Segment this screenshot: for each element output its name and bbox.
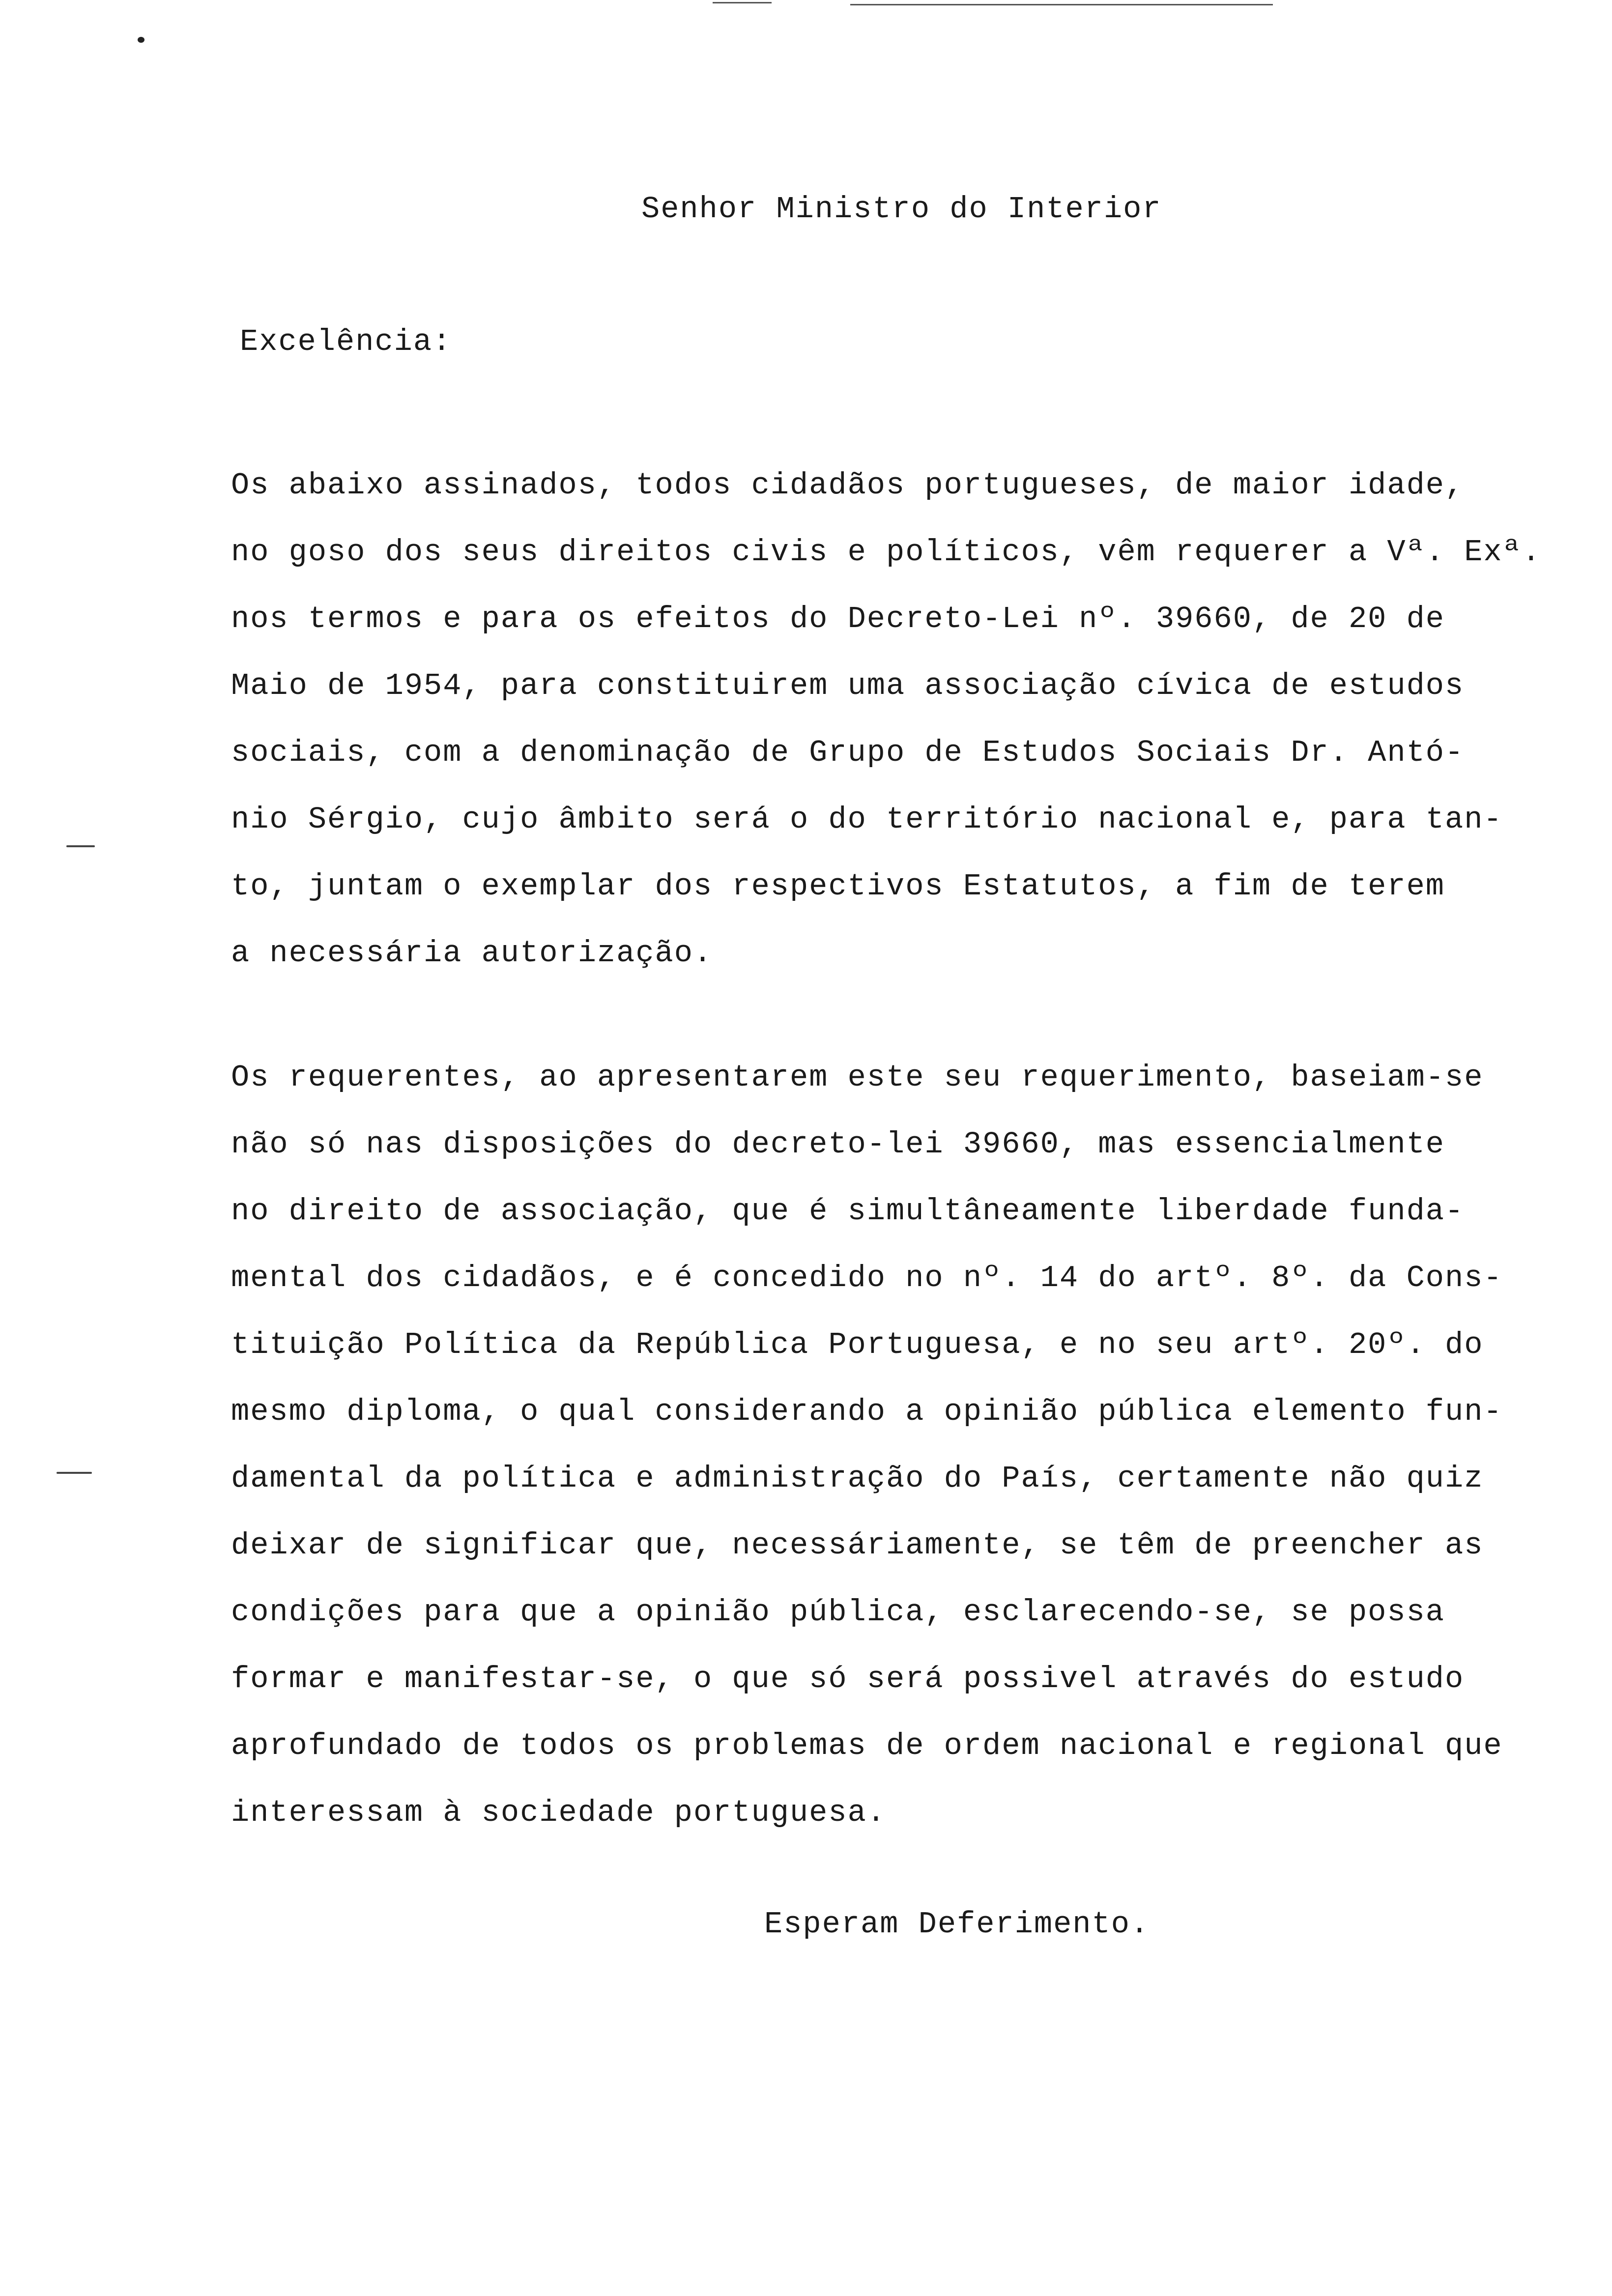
text-line: nos termos e para os efeitos do Decreto-Lei nº. 39660, de 20 de xyxy=(231,602,1445,636)
paragraph-1 xyxy=(231,452,1568,987)
text-line: Os requerentes, ao apresentarem este seu requerimento, baseiam-se xyxy=(231,1060,1484,1095)
text-line: to, juntam o exemplar dos respectivos Estatutos, a fim de terem xyxy=(231,869,1445,904)
text-line: Maio de 1954, para constituirem uma associação cívica de estudos xyxy=(231,668,1465,703)
text-line: deixar de significar que, necessáriamente, se têm de preencher as xyxy=(231,1528,1484,1563)
scan-line-top xyxy=(850,4,1273,5)
margin-tick-1 xyxy=(66,845,95,847)
text-line: formar e manifestar-se, o que só será possivel através do estudo xyxy=(231,1662,1465,1696)
text-line: aprofundado de todos os problemas de ordem nacional e regional que xyxy=(231,1728,1503,1763)
text-line: nio Sérgio, cujo âmbito será o do território nacional e, para tan- xyxy=(231,802,1503,837)
text-line: Os abaixo assinados, todos cidadãos portugueses, de maior idade, xyxy=(231,468,1465,503)
letter-salutation: Excelência: xyxy=(240,324,452,359)
text-line: damental da política e administração do País, certamente não quiz xyxy=(231,1461,1484,1496)
text-line: mental dos cidadãos, e é concedido no nº. 14 do artº. 8º. da Cons- xyxy=(231,1261,1503,1295)
text-line: no goso dos seus direitos civis e políticos, vêm requerer a Vª. Exª. xyxy=(231,535,1542,570)
ink-dot xyxy=(138,37,144,43)
text-line: não só nas disposições do decreto-lei 39660, mas essencialmente xyxy=(231,1127,1445,1162)
margin-tick-2 xyxy=(57,1472,92,1474)
text-line: a necessária autorização. xyxy=(231,936,713,971)
text-line: tituição Política da República Portuguesa, e no seu artº. 20º. do xyxy=(231,1327,1484,1362)
text-line: mesmo diploma, o qual considerando a opinião pública elemento fun- xyxy=(231,1394,1503,1429)
text-line: sociais, com a denominação de Grupo de Estudos Sociais Dr. Antó- xyxy=(231,735,1465,770)
text-line: interessam à sociedade portuguesa. xyxy=(231,1795,887,1830)
letter-closing: Esperam Deferimento. xyxy=(764,1907,1150,1942)
text-line: condições para que a opinião pública, esclarecendo-se, se possa xyxy=(231,1595,1445,1630)
scan-line-top-short xyxy=(713,2,772,3)
paragraph-2 xyxy=(231,1044,1568,1846)
text-line: no direito de associação, que é simultâneamente liberdade funda- xyxy=(231,1194,1465,1229)
letter-address: Senhor Ministro do Interior xyxy=(641,192,1162,227)
